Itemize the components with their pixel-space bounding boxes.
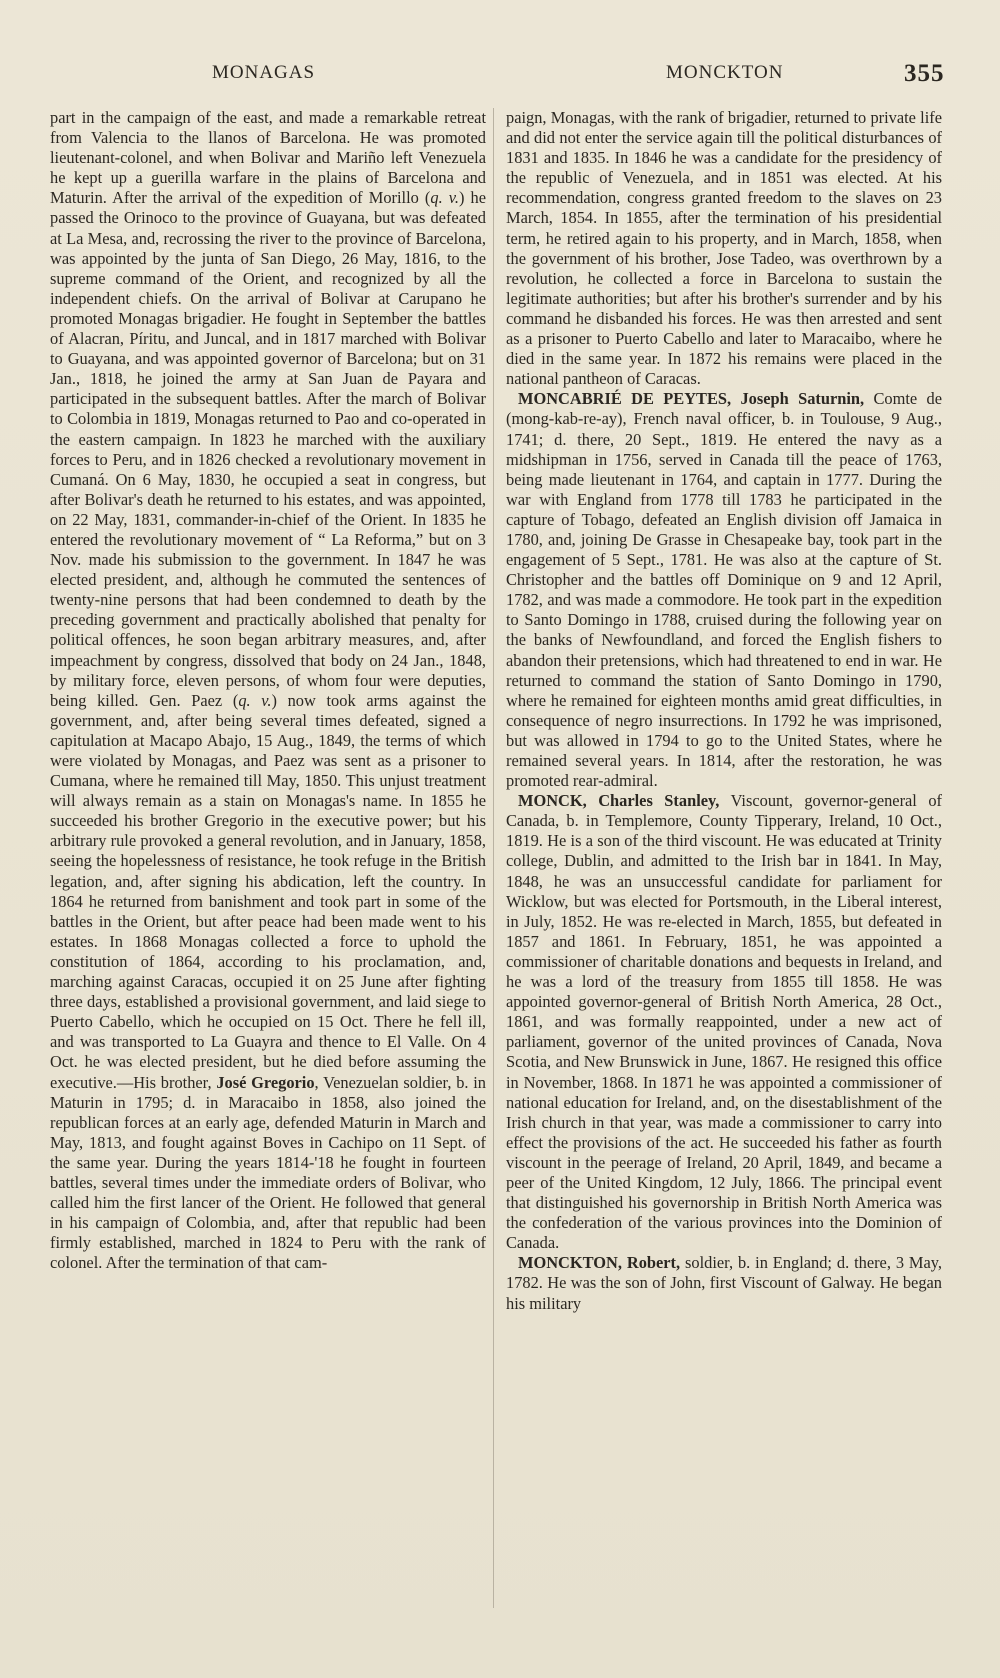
page-number: 355: [904, 60, 945, 87]
text-run: ) he passed the Orinoco to the province of Guayana, but was defeated at La Mesa, and, recrossing the river to the province of Barcelona, was appointed by the junta of San Diego, 26 May, 1816, to the supreme command of the Orient, and recognized by all the independent chiefs. On the arrival of Bolivar at Carupano he promoted Monagas brigadier. He fought in September the battles of Alacran, Píritu, and Juncal, and in 1817 marched with Bolivar to Guayana, and was appointed governor of Barcelona; but on 31 Jan., 1818, he joined the army at San Juan de Payara and participated in the subsequent battles. After the march of Bolivar to Colombia in 1819, Monagas returned to Pao and co-operated in the eastern campaign. In 1823 he marched with the auxiliary forces to Peru, and in 1826 checked a revolutionary movement in Cumaná. On 6 May, 1830, he occupied a seat in congress, but after Bolivar's death he returned to his estates, and was appointed, on 22 May, 1831, commander-in-chief of the Orient. In 1835 he entered the revolutionary movement of “ La Reforma,” but on 3 Nov. made his submission to the government. In 1847 he was elected president, and, although he commuted the sentences of twenty-nine persons that had been condemned to death by the preceding government and practically abolished that penalty for political offences, he soon began arbitrary measures, and, after impeachment by congress, dissolved that body on 24 Jan., 1848, by military force, eleven persons, of whom four were deputies, being killed. Gen. Paez (: [50, 188, 487, 710]
column-divider: [493, 108, 494, 1608]
monagas-gregorio-continuation: paign, Monagas, with the rank of brigadier, returned to private life and did not enter the service again till the political disturbances of 1831 and 1835. In 1846 he was a candidate for the presidency of the republic of Venezuela, and in 1851 was elected. At his recommendation, congress granted freedom to the slaves on 23 March, 1854. In 1855, after the termination of his presidential term, he retired again to his property, and in March, 1858, when the government of his brother, Jose Tadeo, was overthrown by a revolution, he collected a force in Barcelona to sustain the legitimate authorities; but after his brother's surrender and by his command he disbanded his forces. He was then arrested and sent as a prisoner to Puerto Cabello and later to Maracaibo, where he died in the same year. In 1872 his remains were placed in the national pantheon of Caracas.: [506, 108, 942, 389]
cross-reference: q. v.: [430, 188, 459, 208]
entry-headword: MONCKTON, Robert,: [518, 1253, 681, 1273]
right-column: [506, 108, 942, 1314]
running-header: [0, 62, 1000, 88]
monagas-continuation-paragraph: [50, 108, 486, 1273]
cross-reference: q. v.: [238, 690, 272, 710]
entry-text: Comte de (mong-kab-re-ay), French naval officer, b. in Toulouse, 9 Aug., 1741; d. there, 20 Sept., 1819. He entered the navy as a midshipman in 1756, served in Canada till the peace of 1763, being made lieutenant in 1764, and captain in 1777. During the war with England from 1778 till 1783 he participated in the capture of Tobago, defeated an English division off Jamaica in 1780, and, joining De Grasse in Chesapeake bay, took part in the engagement of 5 Sept., 1781. He was also at the capture of St. Christopher and the battles off Dominique on 9 and 12 April, 1782, and was made a commodore. He took part in the expedition to Santo Domingo in 1788, cruised during the following year on the banks of Newfoundland, and forced the English fishers to abandon their pretensions, which had threatened to end in war. He returned to command the station of Santo Domingo in 1790, where he remained for eighteen months amid great difficulties, in consequence of negro insurrections. In 1792 he was imprisoned, but was allowed in 1794 to go to the United States, where he remained several years. In 1814, after the restoration, he was promoted rear-admiral.: [506, 389, 943, 791]
entry-headword: MONCK, Charles Stanley,: [518, 791, 720, 811]
entry-headword: MONCABRIÉ DE PEYTES, Joseph Saturnin,: [518, 389, 865, 409]
sub-entry-name: José Gregorio: [216, 1072, 315, 1092]
entry-monckton: [506, 1253, 942, 1313]
entry-monck: [506, 791, 942, 1253]
header-left-guide-word: MONAGAS: [212, 62, 316, 83]
header-right-guide-word: MONCKTON: [666, 62, 784, 83]
text-run: part in the campaign of the east, and made a remarkable retreat from Valencia to the llanos of Barcelona. He was promoted lieutenant-colonel, and when Bolivar and Mariño left Venezuela he kept up a guerilla warfare in the plains of Barcelona and Maturin. After the arrival of the expedition of Morillo (: [50, 108, 486, 208]
entry-text: Viscount, governor-general of Canada, b. in Templemore, County Tipperary, Ireland, 10 Oct., 1819. He is a son of the third viscount. He was educated at Trinity college, Dublin, and admitted to the Irish bar in 1841. In May, 1848, he was an unsuccessful candidate for parliament for Wicklow, but was elected for Portsmouth, in the Liberal interest, in July, 1852. He was re-elected in March, 1855, but defeated in 1857 and 1861. In February, 1851, he was appointed a commissioner of charitable donations and bequests in Ireland, and he was a lord of the treasury from 1855 till 1858. He was appointed governor-general of British North America, 28 Oct., 1861, and was formally reappointed, under a new act of parliament, governor of the united provinces of Canada, Nova Scotia, and New Brunswick in June, 1867. He resigned this office in November, 1868. In 1871 he was appointed a commissioner of national education for Ireland, and, on the disestablishment of the Irish church in that year, was made a commissioner to carry into effect the provisions of the act. He succeeded his father as fourth viscount in the peerage of Ireland, 20 April, 1849, and became a peer of the United Kingdom, 12 July, 1866. The principal event that distinguished his governorship in British North America was the confederation of the various provinces into the Dominion of Canada.: [506, 791, 942, 1253]
text-run: ) now took arms against the government, and, after being several times defeated, signed a capitulation at Macapo Abajo, 15 Aug., 1849, the terms of which were violated by Monagas, and Paez was sent as a prisoner to Cumana, where he remained till May, 1850. This unjust treatment will always remain as a stain on Monagas's name. In 1855 he succeeded his brother Gregorio in the executive power; but his arbitrary rule provoked a general revolution, and in January, 1858, seeing the hopelessness of resistance, he took refuge in the British legation, and, after signing his abdication, left the country. In 1864 he returned from banishment and took part in some of the battles in the Orient, but after peace had been made went to his estates. In 1868 Monagas collected a force to uphold the constitution of 1864, according to his proclamation, and, marching against Caracas, occupied it on 25 June after fighting three days, established a provisional government, and laid siege to Puerto Cabello, which he occupied on 15 Oct. There he fell ill, and was transported to La Guayra and thence to El Valle. On 4 Oct. he was elected president, but he died before assuming the executive.—His brother,: [50, 690, 486, 1092]
entry-moncabrie: [506, 389, 942, 791]
entry-text: soldier, b. in England; d. there, 3 May, 1782. He was the son of John, first Viscount of Galway. He began his military: [506, 1253, 942, 1313]
left-column: [50, 108, 486, 1273]
text-run: , Venezuelan soldier, b. in Maturin in 1795; d. in Maracaibo in 1858, also joined the republican forces at an early age, defended Maturin in March and May, 1813, and fought against Boves in Cachipo on 11 Sept. of the same year. During the years 1814-'18 he fought in fourteen battles, several times under the immediate orders of Bolivar, who called him the first lancer of the Orient. He followed that general in his campaign of Colombia, and, after that republic had been firmly established, marched in 1824 to Peru with the rank of colonel. After the termination of that cam-: [50, 1072, 486, 1273]
